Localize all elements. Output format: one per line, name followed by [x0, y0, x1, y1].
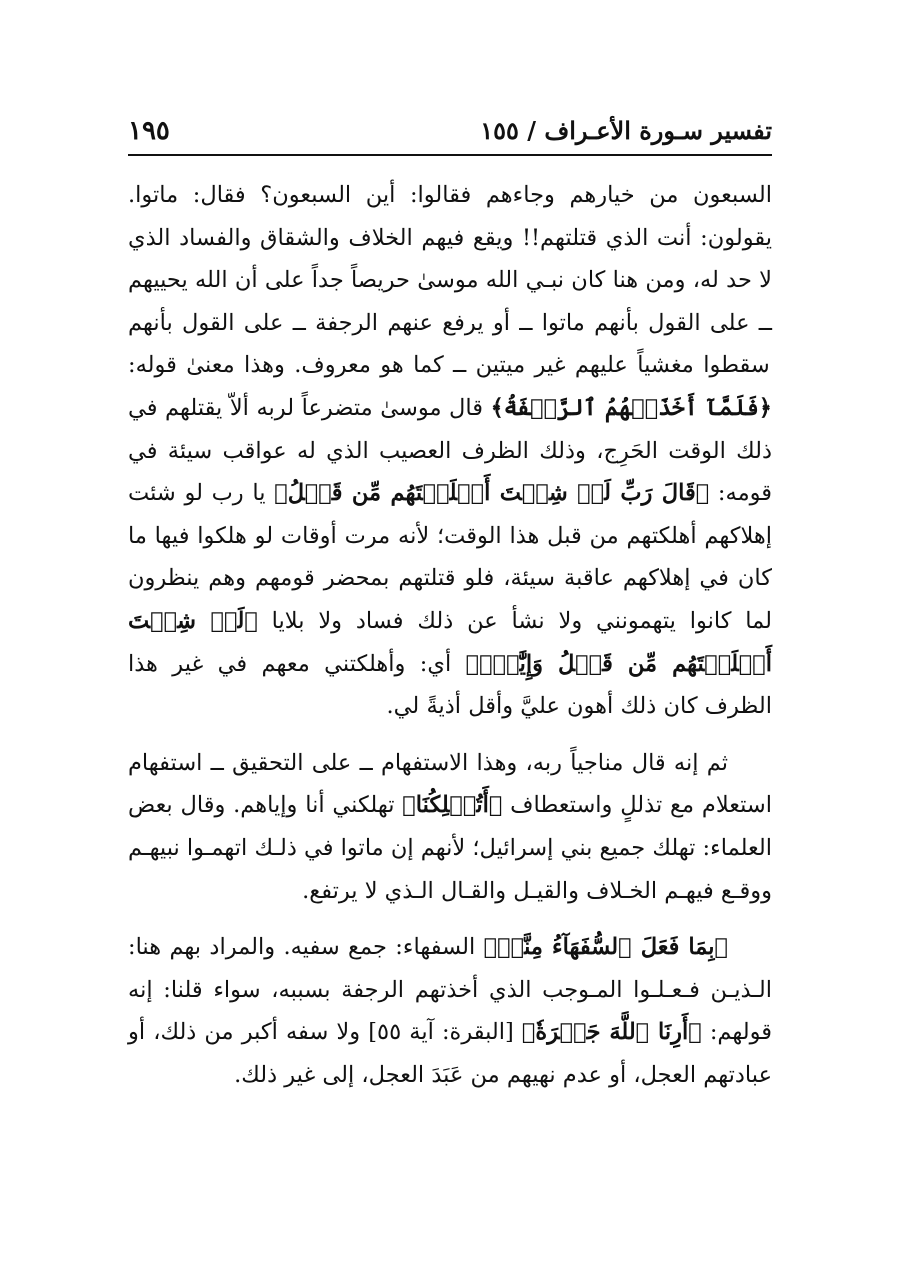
- body-text: [128, 174, 772, 1096]
- text-segment: السفهاء: جمع سفيه. والمراد بهم هنا: الـذيـن فـعـلـوا المـوجب الذي أخذتهم الرجفة بسببه، سواء قلنا: إنه قولهم:: [128, 934, 772, 1046]
- document-page: [128, 110, 772, 1096]
- quran-verse: ﴿قَالَ رَبِّ لَوۡ شِئۡتَ أَهۡلَكۡتَهُم مِّن قَبۡلُ﴾: [274, 480, 710, 507]
- text-segment: ثم إنه قال مناجياً ربه، وهذا الاستفهام ــ على التحقيق ــ استفهام استعلام مع تذللٍ واستعطاف: [128, 749, 772, 819]
- text-segment: تهلكني أنا وإياهم. وقال بعض العلماء: تهلك جميع بني إسرائيل؛ لأنهم إن ماتوا في ذلـك اتهمـوا نبيهـم ووقـع فيهـم الخـلاف والقيـل والقـال الـذي لا يرتفع.: [128, 792, 772, 904]
- quran-verse: ﴿لَوۡ شِئۡتَ أَهۡلَكۡتَهُم مِّن قَبۡلُ وَإِيَّٰيَۖ﴾: [128, 607, 772, 677]
- text-segment: يا رب لو شئت إهلاكهم أهلكتهم من قبل هذا الوقت؛ لأنه مرت أوقات لو هلكوا فيها ما كان في إهلاكهم عاقبة سيئة، فلو قتلتهم بمحضر قومهم وهم ينظرون لما كانوا يتهمونني ولا نشأ عن ذلك فساد ولا بلايا: [128, 480, 772, 634]
- text-segment: [البقرة: آية ٥٥] ولا سفه أكبر من ذلك، أو عبادتهم العجل، أو عدم نهيهم من عَبَدَ العجل، إلى غير ذلك.: [128, 1019, 772, 1088]
- text-segment: أي: وأهلكتني معهم في غير هذا الظرف كان ذلك أهون عليَّ وأقل أذيةً لي.: [128, 650, 772, 720]
- page-header: [128, 110, 772, 156]
- paragraph: [128, 926, 772, 1096]
- quran-verse: ﴿أَرِنَا ٱللَّهَ جَهۡرَةٗ﴾: [521, 1019, 702, 1046]
- paragraph: [128, 742, 772, 912]
- quran-verse: ﴿أَتُهۡلِكُنَا﴾: [402, 792, 503, 819]
- quran-verse: ﴿فَلَمَّآ أَخَذَتۡهُمُ ٱلرَّجۡفَةُ﴾: [490, 394, 772, 421]
- running-title: تفسير سـورة الأعـراف / ١٥٥: [480, 116, 772, 145]
- page-number: ١٩٥: [128, 116, 170, 146]
- paragraph: [128, 174, 772, 728]
- text-segment: قال موسىٰ متضرعاً لربه ألاّ يقتلهم في ذلك الوقت الحَرِج، وذلك الظرف العصيب الذي له عواقب سيئة في قومه:: [128, 394, 773, 507]
- quran-verse: ﴿بِمَا فَعَلَ ٱلسُّفَهَآءُ مِنَّآۖ﴾: [483, 934, 729, 961]
- text-segment: السبعون من خيارهم وجاءهم فقالوا: أين السبعون؟ فقال: ماتوا. يقولون: أنت الذي قتلتهم!! ويقع فيهم الخلاف والشقاق والفساد الذي لا حد له، ومن هنا كان نبـي الله موسىٰ حريصاً جداً على أن الله يحييهم ــ على القول بأنهم ماتوا ــ أو يرفع عنهم الرجفة ــ على القول بأنهم سقطوا مغشياً عليهم غير ميتين ــ كما هو معروف. وهذا معنىٰ قوله:: [128, 182, 772, 379]
